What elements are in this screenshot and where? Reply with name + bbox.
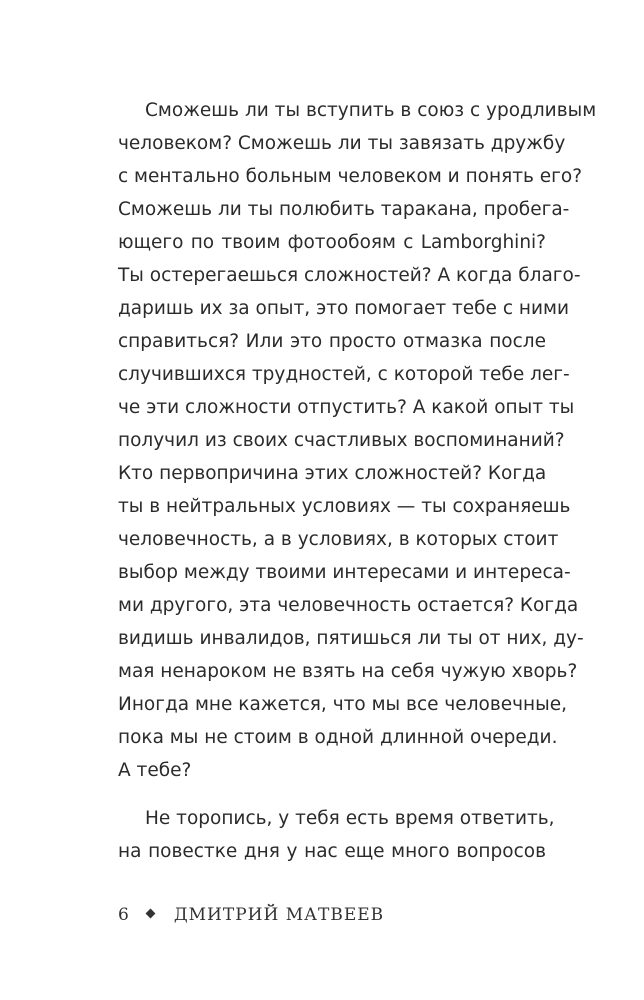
- paragraph-1-line-5: ющего по твоим фотообоям с Lamborghini?: [118, 232, 546, 253]
- paragraph-1-line-4: Сможешь ли ты полюбить таракана, пробега-: [118, 199, 570, 220]
- paragraph-1-line-8: справиться? Или это просто отмазка после: [118, 331, 546, 352]
- diamond-ornament-icon: [145, 909, 155, 919]
- paragraph-1-line-21: А тебе?: [118, 760, 192, 781]
- page-number: 6: [118, 905, 129, 925]
- paragraph-1-line-3: с ментально больным человеком и понять его?: [118, 166, 583, 187]
- paragraph-1-line-17: видишь инвалидов, пятишься ли ты от них, ду-: [118, 628, 584, 649]
- paragraph-1-line-20: пока мы не стоим в одной длинной очереди.: [118, 727, 558, 748]
- running-footer: [118, 903, 384, 927]
- paragraph-1-line-12: Кто первопричина этих сложностей? Когда: [118, 463, 547, 484]
- paragraph-1-line-7: даришь их за опыт, это помогает тебе с ними: [118, 298, 569, 319]
- body-text: [118, 94, 597, 868]
- paragraph-1-line-1: Сможешь ли ты вступить в союз с уродливым: [145, 100, 597, 121]
- paragraph-1-line-15: выбор между твоими интересами и интереса-: [118, 562, 571, 583]
- paragraph-1-line-14: человечность, а в условиях, в которых стоит: [118, 529, 559, 550]
- paragraph-2-line-1: Не торопись, у тебя есть время ответить,: [145, 808, 555, 829]
- paragraph-1-line-6: Ты остерегаешься сложностей? А когда благо-: [118, 265, 581, 286]
- paragraph-1-line-19: Иногда мне кажется, что мы все человечные,: [118, 694, 568, 715]
- paragraph-1-line-16: ми другого, эта человечность остается? Когда: [118, 595, 579, 616]
- paragraph-1-line-2: человеком? Сможешь ли ты завязать дружбу: [118, 133, 566, 154]
- author-name: ДМИТРИЙ МАТВЕЕВ: [173, 905, 385, 925]
- paragraph-1-line-18: мая ненароком не взять на себя чужую хворь?: [118, 661, 578, 682]
- paragraph-gap: [118, 787, 546, 802]
- paragraph-2-line-2: на повестке дня у нас еще много вопросов: [118, 841, 546, 862]
- paragraph-1-line-9: случившихся трудностей, с которой тебе лег-: [118, 364, 570, 385]
- paragraph-1-line-13: ты в нейтральных условиях — ты сохраняешь: [118, 496, 571, 517]
- paragraph-1-line-11: получил из своих счастливых воспоминаний?: [118, 430, 565, 451]
- paragraph-1-line-10: че эти сложности отпустить? А какой опыт ты: [118, 397, 575, 418]
